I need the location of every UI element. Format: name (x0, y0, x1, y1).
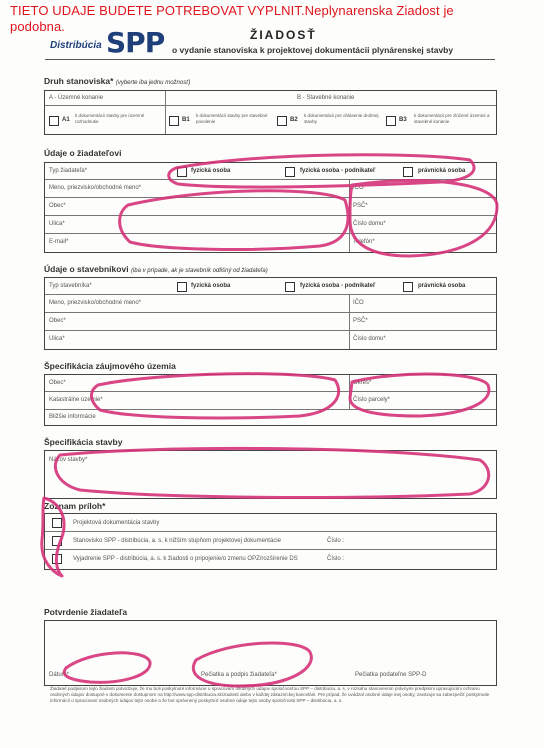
col-line (349, 375, 350, 409)
druh-table (44, 90, 497, 135)
checkbox-b1[interactable] (169, 116, 179, 126)
option-b1-text: k dokumentácii stavby pre stavebné povolenie (196, 113, 268, 124)
checkbox-a1[interactable] (49, 116, 59, 126)
col-line (349, 179, 350, 252)
option-a1-code: A1 (62, 117, 70, 123)
option-b3-text: k dokumentácii pre zlúčené územné a stavebné konanie (414, 113, 490, 124)
stavba-table (44, 450, 497, 499)
row-line (45, 179, 496, 180)
stavebnik-type-fo: fyzická osoba (191, 283, 231, 289)
checkbox-stavebnik-fop[interactable] (285, 282, 295, 292)
option-b2-code: B2 (290, 117, 298, 123)
section-stavebnik-heading (44, 264, 268, 274)
gdpr-footer: Žiadateľ podpisom tejto žiadosti potvrdzuje, že mu boli poskytnuté informácie o spracúvaní osobných údajov spoločnosťou SPP – distribúcia, a. s. v rozsahu stanovenom právnymi predpismi upravujúcimi ochranu osobných údajov dostupné v dokumente dostupnom na http://www.spp-distribucia.sk/ziadosti alebo v každej zákazníckej kancelárii. Pre prípad, že uvádzal osobné údaje inej osoby, zaväzuje sa zabezpečiť poskytnutie informácií o spracúvaní osobných údajov tejto osobe a že bol oprávnený poskytnúť osobné údaje tejto osoby spoločnosti SPP – distribúcia, a. s. (50, 686, 490, 704)
ziadatel-psc-label[interactable]: PSČ* (353, 203, 368, 209)
druh-vline (165, 91, 166, 134)
row-line (45, 233, 496, 234)
col-line (349, 294, 350, 349)
row-line (45, 312, 496, 313)
druh-divider (45, 105, 496, 106)
druh-heading-text: Druh stanoviska* (44, 76, 114, 86)
uzemie-table (44, 374, 497, 426)
option-b3-code: B3 (399, 117, 407, 123)
stavebnik-type-label: Typ stavebníka* (49, 283, 92, 289)
section-potvrdenie-heading: Potvrdenie žiadateľa (44, 607, 128, 617)
row-line (45, 549, 496, 550)
ziadatel-type-po: právnická osoba (418, 168, 466, 174)
checkbox-ziadatel-fo[interactable] (177, 167, 187, 177)
row-line (45, 294, 496, 295)
row-line (45, 197, 496, 198)
druh-hint: (vyberte iba jednu možnosť) (115, 80, 191, 86)
row-line (45, 409, 496, 410)
checkbox-stavebnik-fo[interactable] (177, 282, 187, 292)
stavebnik-type-po: právnická osoba (418, 283, 466, 289)
form-title: ŽIADOSŤ (250, 28, 317, 42)
stavebnik-type-fop: fyzická osoba - podnikateľ (300, 283, 376, 289)
checkbox-b3[interactable] (386, 116, 396, 126)
ziadatel-table (44, 162, 497, 253)
priloha-3-cislo[interactable]: Číslo : (327, 556, 345, 562)
row-line (45, 215, 496, 216)
stavebnik-name-label[interactable]: Meno, priezvisko/obchodné meno* (49, 300, 142, 306)
checkbox-priloha-2[interactable] (52, 536, 62, 546)
potvrdenie-table (44, 620, 497, 686)
handwritten-note: TIETO UDAJE BUDETE POTREBOVAT VYPLNIT.Neplynarenska Ziadost je podobna. (10, 3, 454, 34)
ziadatel-ico-label[interactable]: IČO (353, 185, 364, 191)
uzemie-blizsie-label[interactable]: Bližšie informácie (49, 414, 96, 420)
uzemie-obec-label[interactable]: Obec* (49, 380, 66, 386)
potvrdenie-spp: Pečiatka podateľne SPP-D (355, 672, 427, 678)
ziadatel-type-label: Typ žiadateľa* (49, 168, 88, 174)
ziadatel-type-fo: fyzická osoba (191, 168, 231, 174)
row-line (45, 391, 496, 392)
section-stavba-heading: Špecifikácia stavby (44, 437, 123, 447)
option-b1-code: B1 (182, 117, 190, 123)
checkbox-b2[interactable] (277, 116, 287, 126)
checkbox-priloha-1[interactable] (52, 518, 62, 528)
stavebnik-obec-label[interactable]: Obec* (49, 318, 66, 324)
ziadatel-name-label[interactable]: Meno, priezvisko/obchodné meno* (49, 185, 142, 191)
section-ziadatel-heading: Údaje o žiadateľovi (44, 148, 122, 158)
stavebnik-ulica-label[interactable]: Ulica* (49, 336, 65, 342)
header-divider (45, 59, 495, 60)
logo-brand: SPP (106, 26, 165, 59)
checkbox-priloha-3[interactable] (52, 554, 62, 564)
stavebnik-table (44, 277, 497, 350)
prilohy-table (44, 513, 497, 570)
stavebnik-heading-text: Údaje o stavebníkovi (44, 264, 129, 274)
ziadatel-telefon-label[interactable]: Telefón* (353, 239, 375, 245)
ziadatel-cislo-label[interactable]: Číslo domu* (353, 221, 386, 227)
potvrdenie-datum[interactable]: Dátum* (49, 672, 70, 678)
druh-col-a: A - Územné konanie (49, 95, 104, 101)
ziadatel-obec-label[interactable]: Obec* (49, 203, 66, 209)
uzemie-katastralne-label[interactable]: Katastrálne územie* (49, 397, 103, 403)
priloha-2-label: Stanovisko SPP - distribúcia, a. s. k nižším stupňom projektovej dokumentácie (73, 538, 281, 544)
priloha-3-label: Vyjadrenie SPP - distribúcia, a. s. k žiadosti o pripojenie/o zmenu OPZ/rozšírenie DS (73, 556, 298, 562)
checkbox-stavebnik-po[interactable] (403, 282, 413, 292)
checkbox-ziadatel-po[interactable] (403, 167, 413, 177)
potvrdenie-podpis[interactable]: Pečiatka a podpis žiadateľa* (201, 672, 277, 678)
stavebnik-psc-label[interactable]: PSČ* (353, 318, 368, 324)
form-subtitle: o vydanie stanoviska k projektovej dokumentácii plynárenskej stavby (172, 45, 454, 55)
spp-logo (50, 26, 165, 59)
stavba-nazov-label[interactable]: Názov stavby* (49, 457, 88, 463)
stavebnik-hint: (iba v prípade, ak je stavebník odlišný od žiadateľa) (130, 268, 268, 274)
uzemie-okres-label[interactable]: Okres* (353, 380, 372, 386)
priloha-2-cislo[interactable]: Číslo : (327, 538, 345, 544)
logo-prefix: Distribúcia (50, 40, 102, 51)
checkbox-ziadatel-fop[interactable] (285, 167, 295, 177)
section-druh-heading (44, 76, 190, 86)
row-line (45, 330, 496, 331)
section-uzemie-heading: Špecifikácia záujmového územia (44, 361, 176, 371)
option-a1-text: k dokumentácii stavby pre územné rozhodnutie (75, 113, 145, 124)
row-line (45, 531, 496, 532)
uzemie-parcela-label[interactable]: Číslo parcely* (353, 397, 391, 403)
ziadatel-email-label[interactable]: E-mail* (49, 239, 69, 245)
stavebnik-cislo-label[interactable]: Číslo domu* (353, 336, 386, 342)
druh-col-b: B - Stavebné konanie (297, 95, 355, 101)
ziadatel-ulica-label[interactable]: Ulica* (49, 221, 65, 227)
stavebnik-ico-label[interactable]: IČO (353, 300, 364, 306)
section-prilohy-heading: Zoznam príloh* (44, 501, 106, 511)
priloha-1-label: Projektová dokumentácia stavby (73, 520, 160, 526)
ziadatel-type-fop: fyzická osoba - podnikateľ (300, 168, 376, 174)
option-b2-text: k dokumentácii pre ohlásenie drobnej stavby (304, 113, 379, 124)
